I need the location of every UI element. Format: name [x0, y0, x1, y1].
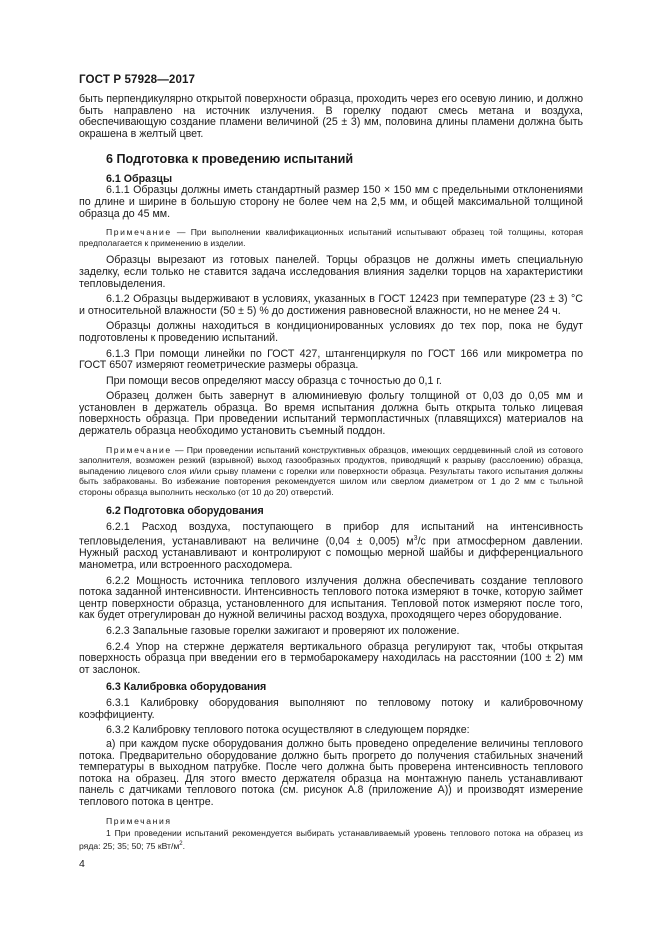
cubic-superscript: 3 — [413, 535, 418, 543]
paragraph-cut: Образцы вырезают из готовых панелей. Торцы образцов не должны иметь специальную заделку, если только не ставится задача исследования влияния заделки торцов на характеристики тепловыделения. — [79, 254, 583, 290]
paragraph-6-3-1: 6.3.1 Калибровку оборудования выполняют по тепловому потоку и калибровочному коэффициенту. — [79, 697, 583, 721]
paragraph-mass: При помощи весов определяют массу образца с точностью до 0,1 г. — [106, 374, 442, 387]
note-2 — [79, 445, 583, 498]
note-3-a: 1 При проведении испытаний рекомендуется выбирать устанавливаемый уровень теплового потока на образец из ряда: 25; 35; 50; 75 кВт/м — [79, 828, 583, 851]
note-1-label: Примечание — [106, 227, 172, 238]
paragraph-6-1-2: 6.1.2 Образцы выдерживают в условиях, указанных в ГОСТ 12423 при температуре (23 ± 3) °С и относительной влажности (50 ± 5) % до достижения равновесной влажности, но не менее 24 ч. — [79, 293, 583, 317]
note-1-text: — При выполнении квалификационных испытаний испытывают образец той толщины, которая предполагается к применению в изделии. — [79, 227, 583, 248]
paragraph-6-2-4: 6.2.4 Упор на стержне держателя вертикального образца регулируют так, чтобы открытая поверхность образца при введении его в термобарокамеру находилась на расстоянии (100 ± 2) мм от заслонок. — [79, 640, 583, 676]
note-1 — [79, 227, 583, 248]
notes-label: Примечания — [106, 815, 172, 826]
paragraph-6-2-1-b: /с при атмосферном давлении. Нужный расход устанавливают и контролируют с помощью мерной шайбы и дифференциального манометра, или встроенного расходомера. — [79, 535, 583, 571]
paragraph-6-1-1: 6.1.1 Образцы должны иметь стандартный размер 150 × 150 мм с предельными отклонениями по длине и ширине в большую сторону не более чем на 2,5 мм, и общей максимальной толщиной образца до 45 мм. — [79, 184, 583, 220]
paragraph-foil: Образец должен быть завернут в алюминиевую фольгу толщиной от 0,03 до 0,05 мм и установлен в держатель образца. Во время испытания должна быть открыта только лицевая поверхность образца. При проведении испытаний термопластичных (плавящихся) материалов на держатель образца необходимо установить съемный поддон. — [79, 390, 583, 438]
section-6-2-heading: 6.2 Подготовка оборудования — [106, 504, 264, 517]
paragraph-6-2-3: 6.2.3 Запальные газовые горелки зажигают и проверяют их положение. — [106, 624, 460, 637]
note-3-b: . — [182, 840, 186, 851]
paragraph-6-3-2-a: а) при каждом пуске оборудования должно быть проведено определение величины теплового потока. Предварительно оборудование должно быть прогрето до получения стабильных значений температуры в выходном патрубке. После чего должна быть проверена интенсивность теплового потока на образец. Для этого вместо держателя образца на монтажную панель устанавливают панель с датчиками теплового потока (см. рисунок А.8 (приложение А)) и производят измерение теплового потока в центре. — [79, 738, 583, 809]
paragraph-6-2-1 — [79, 522, 583, 572]
document-header: ГОСТ Р 57928—2017 — [79, 73, 196, 86]
document-body — [79, 94, 583, 851]
paragraph-6-3-2: 6.3.2 Калибровку теплового потока осуществляют в следующем порядке: — [106, 724, 470, 737]
paragraph-6-2-2: 6.2.2 Мощность источника теплового излучения должна обеспечивать создание теплового потока заданной интенсивности. Интенсивность теплового потока измеряют в точке, которую займет центр поверхности образца, установленного для испытания. Тепловой поток измеряют после того, как будет отрегулирован до нужной величины расход воздуха, проходящего через оборудование. — [79, 574, 583, 622]
square-superscript: 2 — [179, 840, 183, 847]
paragraph-6-1-3: 6.1.3 При помощи линейки по ГОСТ 427, штангенциркуля по ГОСТ 166 или микрометра по ГОСТ 6507 измеряют геометрические размеры образца. — [79, 347, 583, 372]
note-2-text: — При проведении испытаний конструктивных образцов, имеющих сердцевинный слой из сотового заполнителя, возможен резкий (взрывной) выход газообразных продуктов, приводящий к разрыву (расслоению) образца, выпадению лицевого слоя и/или срыву пламени с горелки или поверхности образца. Результаты такого испытания должны быть забракованы. Во избежание повторения рекомендуется шилом или сверлом диаметром от 1 до 2 мм с тыльной стороны образца выполнить несколько (от 10 до 20) отверстий. — [79, 444, 583, 498]
page-number: 4 — [79, 858, 85, 870]
section-6-3-heading: 6.3 Калибровка оборудования — [106, 681, 267, 694]
note-3 — [79, 828, 583, 851]
section-6-1-heading: 6.1 Образцы — [106, 173, 173, 186]
paragraph-6-2-1-a: 6.2.1 Расход воздуха, поступающего в прибор для испытаний на интенсивность тепловыделения, устанавливают на величине (0,04 ± 0,005) м — [79, 520, 583, 548]
paragraph-conditioning: Образцы должны находиться в кондиционированных условиях до тех пор, пока не будут подготовлены к проведению испытаний. — [79, 320, 583, 344]
note-2-label: Примечание — [106, 444, 172, 455]
section-6-heading: 6 Подготовка к проведению испытаний — [106, 152, 354, 167]
intro-paragraph: быть перпендикулярно открытой поверхности образца, проходить через его осевую линию, и должно быть направлено на источник излучения. В горелку подают смесь метана и воздуха, обеспечивающую создание пламени величиной (25 ± 3) мм, половина длины пламени должна быть окрашена в желтый цвет. — [79, 93, 583, 140]
